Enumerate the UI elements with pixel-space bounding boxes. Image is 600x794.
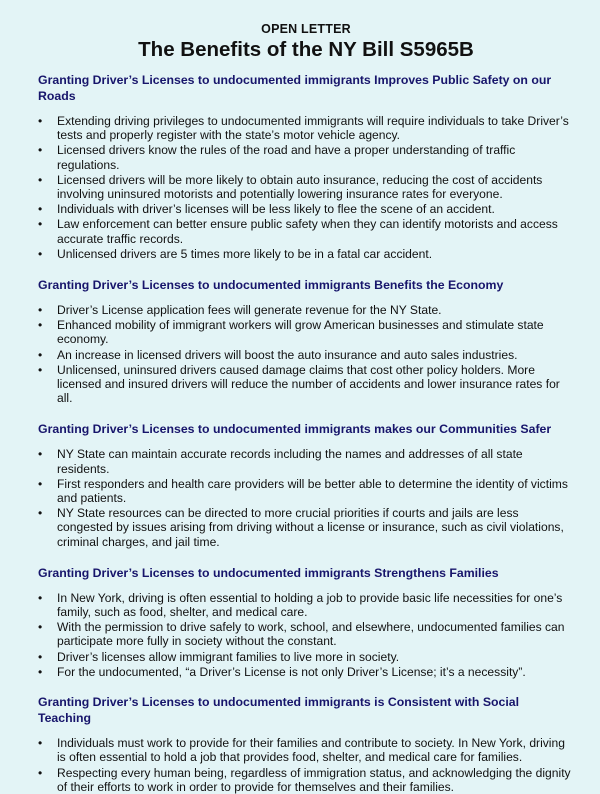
page-title: The Benefits of the NY Bill S5965B	[138, 38, 474, 61]
list-item: • Unlicensed drivers are 5 times more likely to be in a fatal car accident.	[38, 247, 574, 261]
list-item: • Enhanced mobility of immigrant workers will grow American businesses and stimulate state economy.	[38, 318, 574, 346]
section-heading: Granting Driver’s Licenses to undocumented immigrants makes our Communities Safer	[38, 422, 552, 437]
bullet-list	[38, 114, 574, 261]
section-heading: Granting Driver’s Licenses to undocumented immigrants Benefits the Economy	[38, 278, 504, 293]
list-item: • Licensed drivers will be more likely to obtain auto insurance, reducing the cost of accidents involving uninsured motorists and potentially lowering insurance rates for everyone.	[38, 173, 574, 201]
section-economy	[38, 277, 574, 405]
list-item: • Respecting every human being, regardless of immigration status, and acknowledging the dignity of their efforts to work in order to provide for themselves and their families.	[38, 766, 574, 794]
letter-kicker: OPEN LETTER	[261, 22, 351, 36]
list-item: • With the permission to drive safely to work, school, and elsewhere, undocumented families can participate more fully in society without the constant.	[38, 620, 574, 648]
section-heading: Granting Driver’s Licenses to undocumented immigrants Improves Public Safety on our Roads	[38, 73, 552, 103]
list-item: • Extending driving privileges to undocumented immigrants will require individuals to take Driver’s tests and properly register with the state’s motor vehicle agency.	[38, 114, 574, 142]
list-item: • Law enforcement can better ensure public safety when they can identify motorists and access accurate traffic records.	[38, 217, 574, 245]
bullet-list	[38, 447, 574, 548]
list-item: • Licensed drivers know the rules of the road and have a proper understanding of traffic regulations.	[38, 143, 574, 171]
list-item: • An increase in licensed drivers will boost the auto insurance and auto sales industries.	[38, 348, 574, 362]
list-item: • For the undocumented, “a Driver’s License is not only Driver’s License; it’s a necessity”.	[38, 665, 574, 679]
section-public-safety	[38, 72, 574, 261]
list-item: • First responders and health care providers will be better able to determine the identity of victims and patients.	[38, 477, 574, 505]
list-item: • In New York, driving is often essential to holding a job to provide basic life necessities for one’s family, such as food, shelter, and medical care.	[38, 591, 574, 619]
list-item: • Driver’s License application fees will generate revenue for the NY State.	[38, 303, 574, 317]
section-heading: Granting Driver’s Licenses to undocumented immigrants is Consistent with Social Teaching	[38, 695, 520, 726]
section-communities	[38, 421, 574, 548]
bullet-list	[38, 736, 574, 794]
list-item: • Individuals must work to provide for their families and contribute to society. In New York, driving is often essential to hold a job that provides food, shelter, and medical care for families.	[38, 736, 574, 764]
section-families	[38, 565, 574, 679]
bullet-list	[38, 303, 574, 405]
list-item: • NY State can maintain accurate records including the names and addresses of all state residents.	[38, 447, 574, 475]
list-item: • Unlicensed, uninsured drivers caused damage claims that cost other policy holders. More licensed and insured drivers will reduce the number of accidents and lower insurance rates for all.	[38, 363, 574, 406]
list-item: • Individuals with driver’s licenses will be less likely to flee the scene of an accident.	[38, 202, 574, 216]
bullet-list	[38, 591, 574, 679]
section-social-teaching	[38, 694, 574, 794]
list-item: • NY State resources can be directed to more crucial priorities if courts and jails are less congested by issues arising from driving without a license or insurance, such as civil violations, criminal charges, and jail time.	[38, 506, 574, 549]
section-heading: Granting Driver’s Licenses to undocumented immigrants Strengthens Families	[38, 565, 499, 580]
list-item: • Driver’s licenses allow immigrant families to live more in society.	[38, 650, 574, 664]
